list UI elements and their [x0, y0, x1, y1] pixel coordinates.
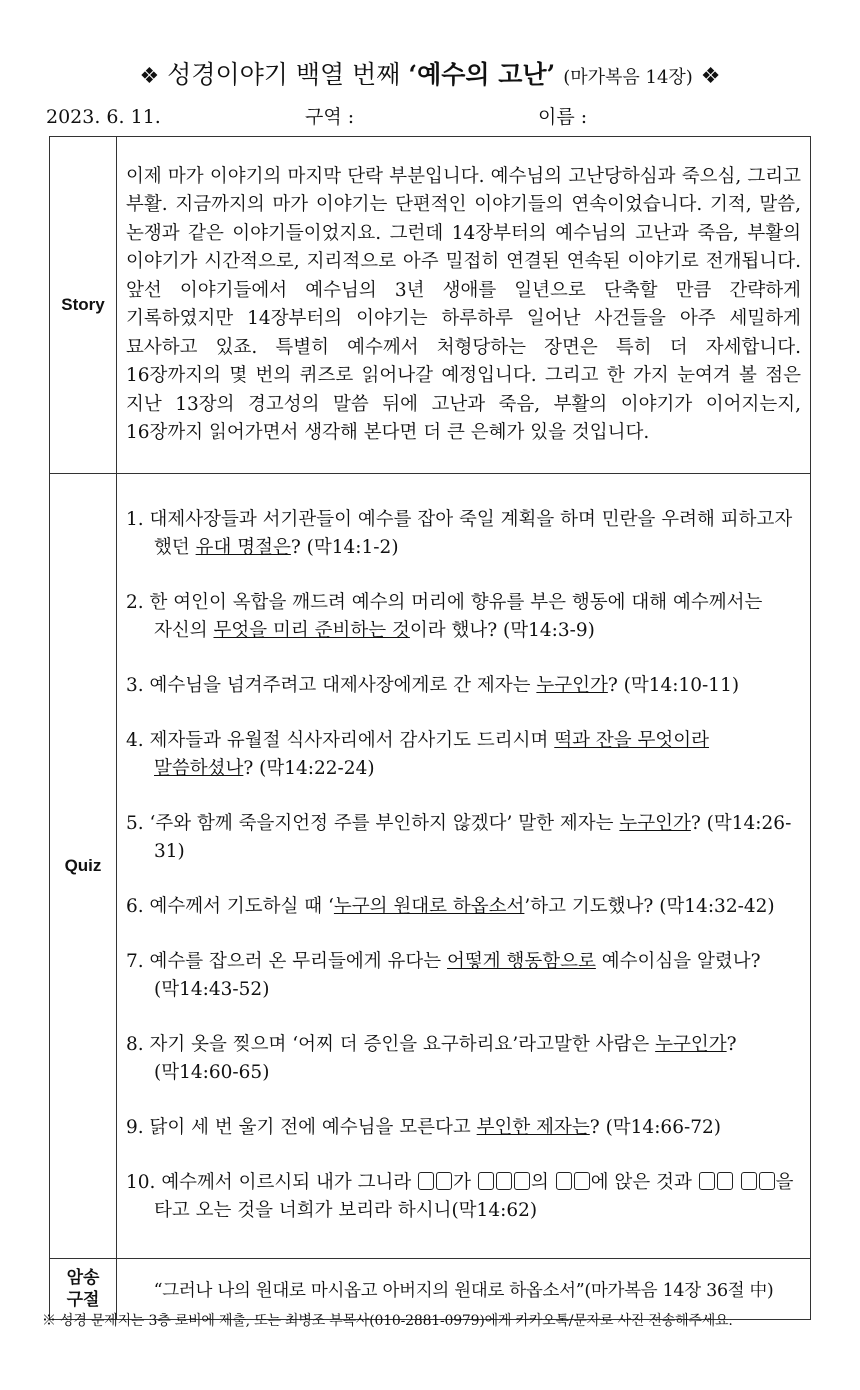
quiz-row	[50, 474, 811, 1259]
district-field-label: 구역 :	[305, 106, 355, 128]
page-title	[0, 58, 860, 95]
quiz-question-8: 8. 자기 옷을 찢으며 ‘어찌 더 증인을 요구하리요’라고말한 사람은 누구인가? (막14:60-65)	[126, 1033, 737, 1083]
answer-prompt: 무엇을 미리 준비하는 것	[213, 619, 410, 641]
quiz-question-4: 4. 제자들과 유월절 식사자리에서 감사기도 드리시며 떡과 잔을 무엇이라 말씀하셨나? (막14:22-24)	[126, 729, 709, 779]
diamond-ornament-icon: ❖	[700, 64, 721, 89]
answer-prompt: 부인한 제자는	[476, 1116, 590, 1138]
story-row	[50, 137, 811, 474]
title-main: ‘예수의 고난’	[408, 60, 556, 89]
quiz-question-2: 2. 한 여인이 옥합을 깨드려 예수의 머리에 향유를 부은 행동에 대해 예수께서는 자신의 무엇을 미리 준비하는 것이라 했나? (막14:3-9)	[126, 591, 763, 641]
answer-prompt: 누구인가	[655, 1033, 727, 1055]
story-text: 이제 마가 이야기의 마지막 단락 부분입니다. 예수님의 고난당하심과 죽으심, 그리고 부활. 지금까지의 마가 이야기는 단편적인 이야기들의 연속이었습니다. 기적, 말씀, 논쟁과 같은 이야기들이었지요. 그런데 14장부터의 예수님의 고난과 죽음, 부활의 이야기가 시간적으로, 지리적으로 아주 밀접히 연결된 연속된 이야기로 전개됩니다. 앞선 이야기들에서 예수님의 3년 생애를 일년으로 단축할 만큼 간략하게 기록하였지만 14장부터의 이야기는 하루하루 일어난 사건들을 아주 세밀하게 묘사하고 있죠. 특별히 예수께서 처형당하는 장면은 특히 더 자세합니다. 16장까지의 몇 번의 퀴즈로 읽어나갈 예정입니다. 그리고 한 가지 눈여겨 볼 점은 지난 13장의 경고성의 말씀 뒤에 고난과 죽음, 부활의 이야기가 이어지는지, 16장까지 읽어가면서 생각해 본다면 더 큰 은혜가 있을 것입니다.	[126, 165, 801, 443]
quiz-question-6: 6. 예수께서 기도하실 때 ‘누구의 원대로 하옵소서’하고 기도했나? (막14:32-42)	[126, 895, 775, 917]
quiz-question-10: 10. 예수께서 이르시되 내가 그니라 가 의 에 앉은 것과 을 타고 오는 것을 너희가 보리라 하시니(막14:62)	[126, 1171, 794, 1221]
title-prefix: 성경이야기 백열 번째	[167, 60, 401, 89]
memory-verse-text: “그러나 나의 원대로 마시옵고 아버지의 원대로 하옵소서”(마가복음 14장 36절 中)	[117, 1259, 811, 1320]
diamond-ornament-icon: ❖	[139, 64, 160, 89]
blank-box	[574, 1172, 590, 1190]
answer-prompt: 유대 명절은	[195, 536, 291, 558]
answer-prompt: 어떻게 행동함으로	[447, 950, 596, 972]
title-reference: (마가복음 14장)	[563, 67, 693, 88]
quiz-cell	[117, 474, 811, 1259]
answer-prompt: 누구인가	[619, 812, 691, 834]
worksheet-table	[49, 136, 811, 1320]
footer-note: ※ 성경 문제지는 3층 로비에 제출, 또는 최병조 부목사(010-2881-0979)에게 카카오톡/문자로 사진 전송해주세요.	[42, 1313, 733, 1329]
quiz-label: Quiz	[50, 474, 117, 1259]
answer-prompt: 누구인가	[536, 674, 608, 696]
answer-prompt: 누구의 원대로 하옵소서	[333, 895, 525, 917]
quiz-question-9: 9. 닭이 세 번 울기 전에 예수님을 모른다고 부인한 제자는? (막14:66-72)	[126, 1116, 721, 1138]
blank-box	[418, 1172, 434, 1190]
blank-box	[556, 1172, 572, 1190]
blank-box	[717, 1172, 733, 1190]
blank-box	[478, 1172, 494, 1190]
quiz-question-3: 3. 예수님을 넘겨주려고 대제사장에게로 간 제자는 누구인가? (막14:10-11)	[126, 674, 740, 696]
date-field: 2023. 6. 11.	[46, 106, 161, 128]
quiz-list	[118, 494, 809, 1239]
blank-box	[741, 1172, 757, 1190]
blank-box	[514, 1172, 530, 1190]
quiz-question-1: 1. 대제사장들과 서기관들이 예수를 잡아 죽일 계획을 하며 민란을 우려해 피하고자 했던 유대 명절은? (막14:1-2)	[126, 508, 793, 558]
quiz-question-5: 5. ‘주와 함께 죽을지언정 주를 부인하지 않겠다’ 말한 제자는 누구인가? (막14:26-31)	[126, 812, 792, 862]
blank-box	[436, 1172, 452, 1190]
story-label: Story	[50, 137, 117, 474]
blank-box	[496, 1172, 512, 1190]
quiz-question-7: 7. 예수를 잡으러 온 무리들에게 유다는 어떻게 행동함으로 예수이심을 알렸나? (막14:43-52)	[126, 950, 761, 1000]
blank-box	[759, 1172, 775, 1190]
memory-verse-label: 암송 구절	[50, 1259, 117, 1320]
story-cell	[117, 137, 811, 474]
name-field-label: 이름 :	[538, 106, 588, 128]
blank-box	[699, 1172, 715, 1190]
answer-prompt: 떡과 잔을 무엇이라 말씀하셨나	[154, 729, 709, 779]
